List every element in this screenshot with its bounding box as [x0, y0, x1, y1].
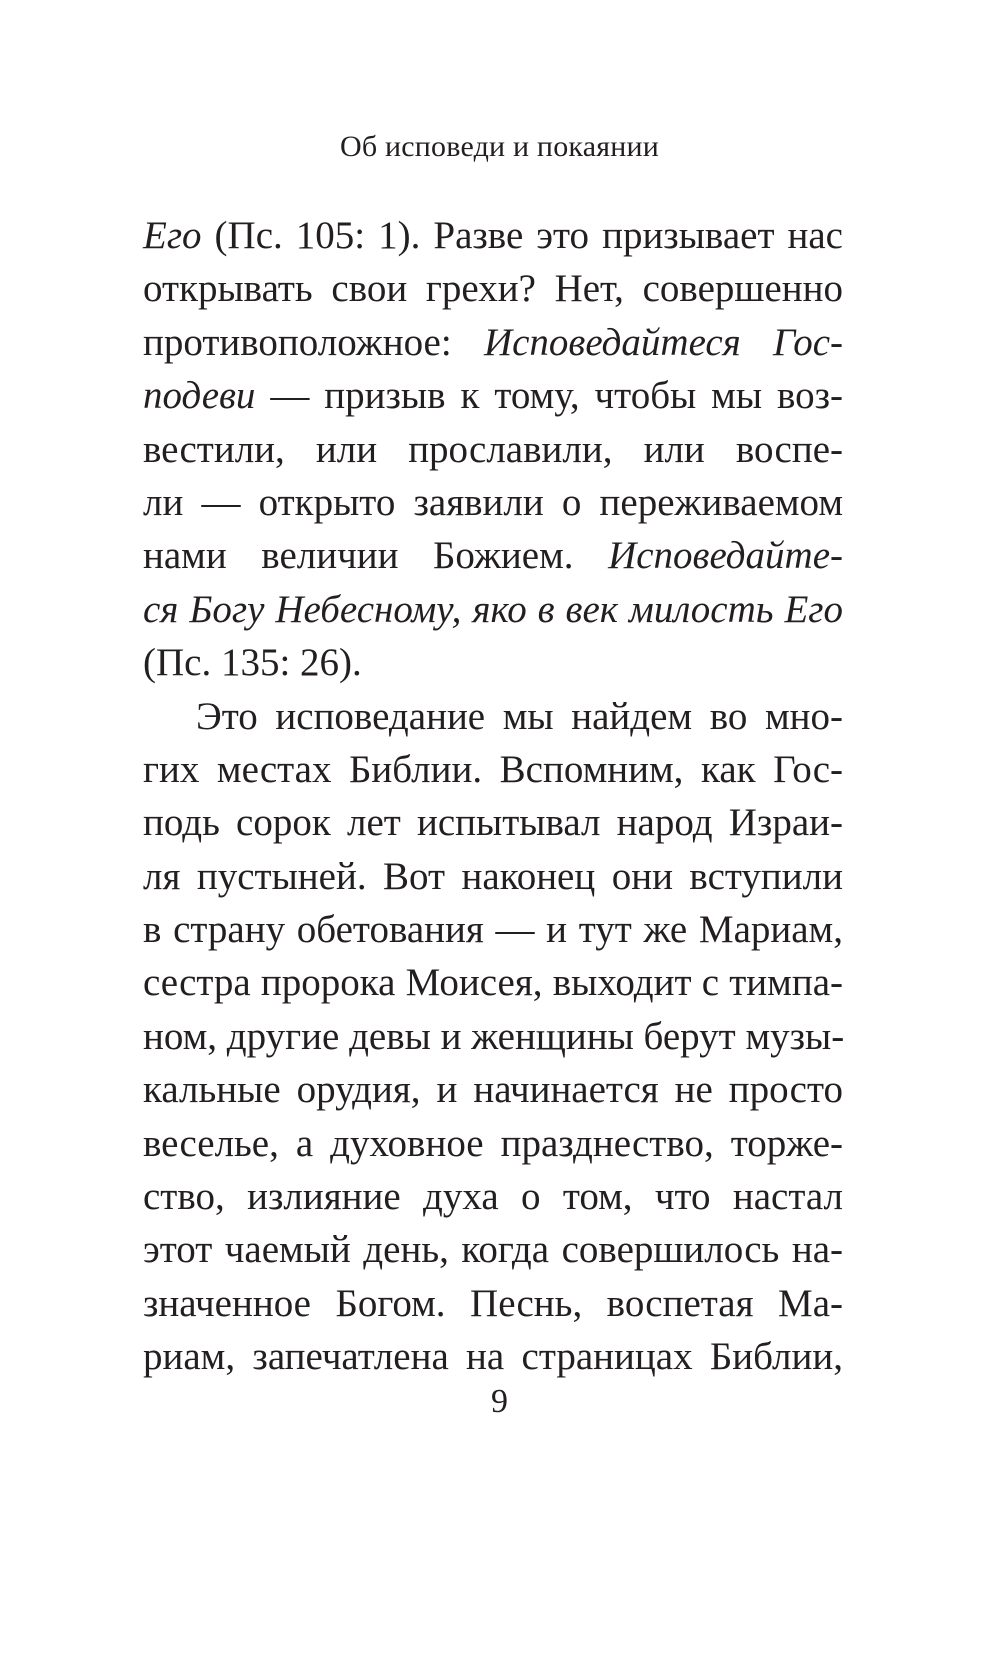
- text-line: [143, 956, 843, 1009]
- text-run: ство, излияние духа о том, что настал: [143, 1175, 843, 1219]
- text-run: этот чаемый день, когда совершилось на-: [143, 1228, 843, 1272]
- text-line: [143, 369, 843, 422]
- text-run: вестили, или прославили, или воспе-: [143, 427, 843, 471]
- text-line: [143, 1223, 843, 1276]
- page-number: 9: [491, 1383, 508, 1420]
- text-line: [143, 903, 843, 956]
- text-line: [143, 636, 843, 689]
- text-line: [143, 1277, 843, 1330]
- text-run: Это исповедание мы найдем во мно-: [196, 694, 843, 738]
- text-line: [143, 316, 843, 369]
- text-run: в страну обетования — и тут же Мариам,: [143, 908, 843, 952]
- text-line: [143, 796, 843, 849]
- italic-quote: ся Богу Небесному, яко в век милость Его: [143, 587, 843, 631]
- text-run: (Пс. 105: 1). Разве это призывает нас: [201, 214, 843, 257]
- text-run: открывать свои грехи? Нет, совершенно: [143, 267, 843, 311]
- text-run: значенное Богом. Песнь, воспетая Ма-: [143, 1281, 843, 1325]
- body-text: [143, 209, 843, 1384]
- text-line: [143, 1063, 843, 1116]
- paragraph: [143, 209, 843, 690]
- italic-quote: подеви: [143, 374, 256, 418]
- text-line: [143, 1330, 843, 1383]
- italic-quote: Исповедайтеся Гос-: [483, 320, 843, 364]
- paragraph: [143, 690, 843, 1384]
- text-run: ля пустыней. Вот наконец они вступили: [143, 854, 843, 898]
- text-run: нами величии Божием.: [143, 534, 609, 578]
- text-run: риам, запечатлена на страницах Библии,: [143, 1335, 843, 1379]
- text-run: кальные орудия, и начинается не просто: [143, 1068, 843, 1112]
- running-head: Об исповеди и покаянии: [340, 130, 659, 163]
- text-run: подь сорок лет испытывал народ Израи-: [143, 801, 843, 845]
- text-line: [143, 262, 843, 315]
- text-line: [143, 1170, 843, 1223]
- text-run: гих местах Библии. Вспомним, как Гос-: [143, 747, 843, 791]
- text-run: сестра пророка Моисея, выходит с тимпа-: [143, 961, 843, 1005]
- italic-quote: Его: [143, 214, 202, 257]
- text-run: противоположное:: [143, 320, 484, 364]
- text-line: [143, 476, 843, 529]
- text-line: [143, 1010, 843, 1063]
- text-line: [143, 690, 843, 743]
- text-line: [143, 743, 843, 796]
- text-line: [143, 209, 843, 262]
- text-line: [143, 583, 843, 636]
- text-line: [143, 529, 843, 582]
- text-line: [143, 850, 843, 903]
- text-run: ли — открыто заявили о переживаемом: [143, 480, 843, 524]
- text-run: (Пс. 135: 26).: [143, 641, 362, 685]
- text-line: [143, 1117, 843, 1170]
- text-line: [143, 423, 843, 476]
- text-run: — призыв к тому, чтобы мы воз-: [255, 374, 843, 418]
- italic-quote: Исповедайте-: [608, 534, 843, 578]
- text-run: веселье, а духовное празднество, торже-: [143, 1121, 843, 1165]
- text-run: ном, другие девы и женщины берут музы-: [143, 1014, 845, 1058]
